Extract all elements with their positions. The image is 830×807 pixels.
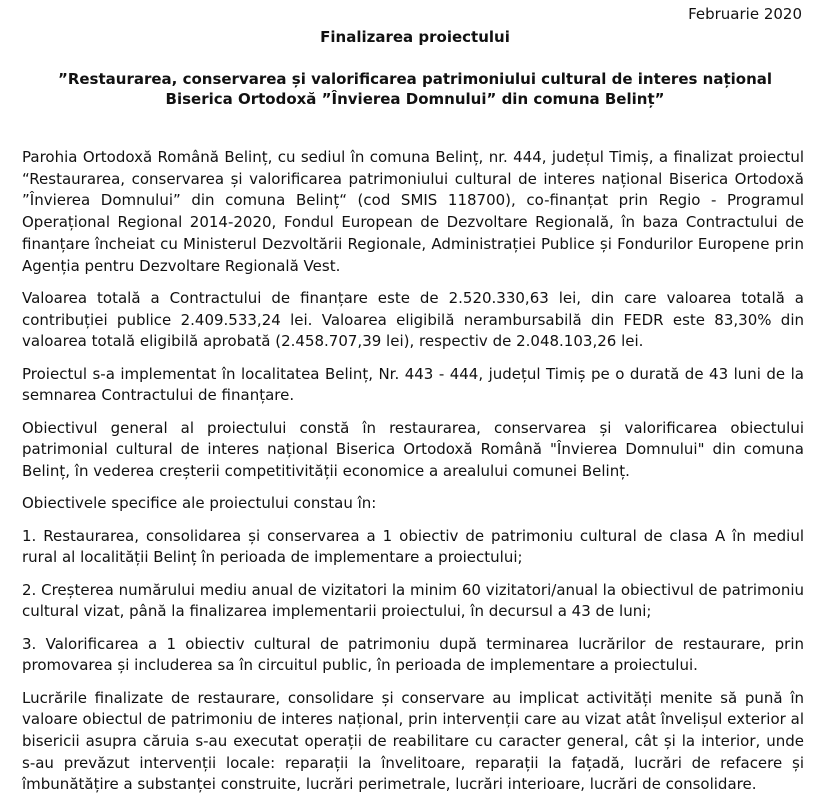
document-date: Februarie 2020 (688, 5, 802, 23)
document-body (22, 147, 804, 807)
specific-objective-2: 2. Creșterea numărului mediu anual de vizitatori la minim 60 vizitatori/anual la obiectivul de patrimoniu cultural vizat, până la finalizarea implementarii proiectului, în decursul a 43 de luni; (22, 580, 804, 621)
specific-objective-1: 1. Restaurarea, consolidarea și conservarea a 1 obiectiv de patrimoniu cultural de clasa A în mediul rural al localității Belinț în perioada de implementare a proiectului; (22, 526, 804, 567)
specific-objective-3: 3. Valorificarea a 1 obiectiv cultural de patrimoniu după terminarea lucrărilor de restaurare, prin promovarea și includerea sa în circuitul public, în perioada de implementare a proiectului. (22, 634, 804, 675)
document-title: Finalizarea proiectului (320, 28, 510, 46)
paragraph-general-objective: Obiectivul general al proiectului constă în restaurarea, conservarea și valorificarea obiectului patrimonial cultural de interes național Biserica Ortodoxă Română "Învierea Domnului" din comuna Belinț, în vederea creșterii competitivității economice a arealului comunei Belinț. (22, 418, 804, 480)
paragraph-financing: Valoarea totală a Contractului de finanțare este de 2.520.330,63 lei, din care valoarea totală a contribuției publice 2.409.533,24 lei. Valoarea eligibilă nerambursabilă din FEDR este 83,30% din valoarea totală eligibilă aprobată (2.458.707,39 lei), respectiv de 2.048.103,26 lei. (22, 288, 804, 351)
paragraph-specific-objectives-intro: Obiectivele specifice ale proiectului constau în: (22, 494, 377, 513)
paragraph-implementation: Proiectul s-a implementat în localitatea Belinț, Nr. 443 - 444, județul Timiș pe o durată de 43 luni de la semnarea Contractului de finanțare. (22, 364, 804, 405)
paragraph-beneficiary: Parohia Ortodoxă Română Belinț, cu sediul în comuna Belinț, nr. 444, județul Timiș, a finalizat proiectul “Restaurarea, conservarea și valorificarea patrimoniului cultural de interes național Biserica Ortodoxă ”Învierea Domnului” din comuna Belinț“ (cod SMIS 118700), co-finanțat prin Regio - Programul Operațional Regional 2014-2020, Fondul European de Dezvoltare Regională, în baza Contractului de finanțare încheiat cu Ministerul Dezvoltării Regionale, Administrației Publice și Fondurilor Europene prin Agenția pentru Dezvoltare Regională Vest. (22, 148, 804, 275)
paragraph-works: Lucrările finalizate de restaurare, consolidare și conservare au implicat activități menite să pună în valoare obiectul de patrimoniu de interes național, prin intervenții care au vizat atât învelișul exterior al bisericii asupra căruia s-au executat operații de reabilitare cu caracter general, cât și la interior, unde s-au prevăzut intervenții locale: reparații la învelitoare, reparații la fațadă, lucrări de refacere și îmbunătățire a substanței construite, lucrări perimetrale, lucrări interioare, lucrări de consolidare. (22, 688, 804, 794)
project-title: ”Restaurarea, conservarea și valorificarea patrimoniului cultural de interes național Biserica Ortodoxă ”Învierea Domnului” din comuna Belinț” (57, 70, 773, 108)
